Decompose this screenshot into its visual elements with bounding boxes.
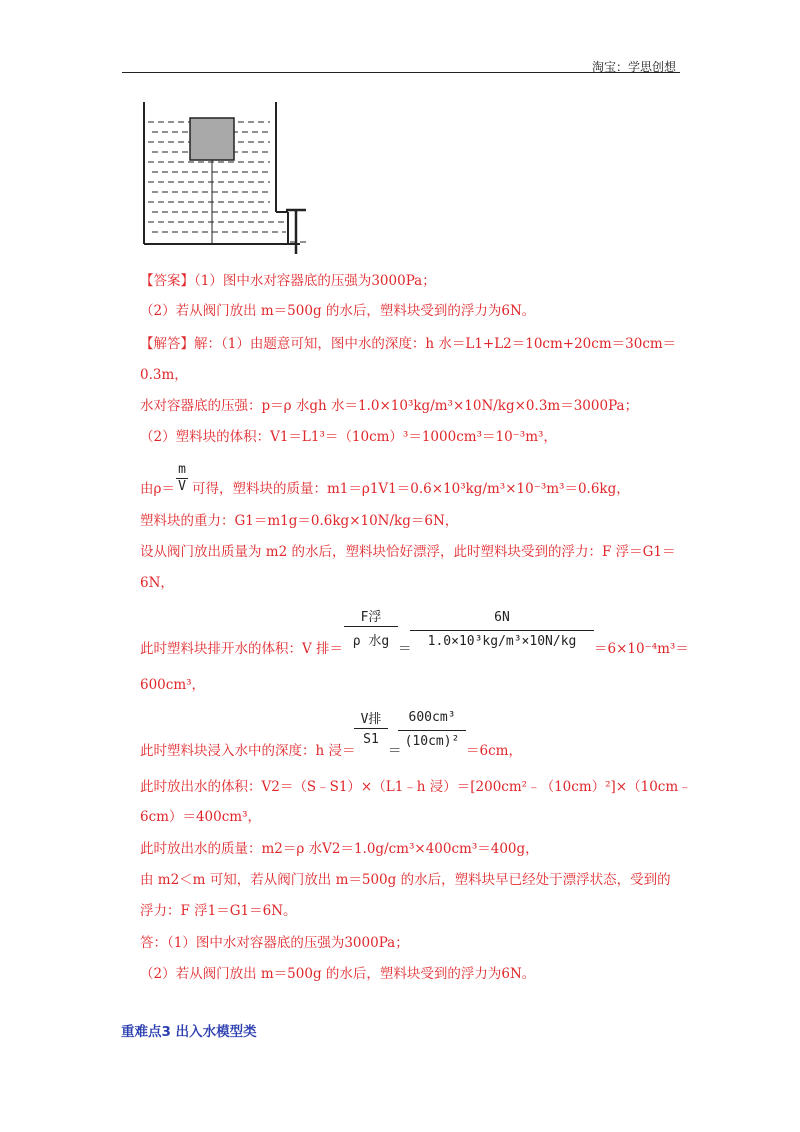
fraction-numerator: F浮 [360,610,382,625]
solution-line-4-suffix: 可得，塑料块的质量：m1＝ρ1V1＝0.6×10³kg/m³×10⁻³m³＝0.6kg， [192,481,630,497]
solution-line-9: 此时放出水的体积：V2＝（S﹣S1）×（L1﹣h 浸）＝[200cm²﹣（10cm）²]×（10cm﹣ [140,779,692,795]
fraction-bar [410,630,594,631]
solution-line-8-suffix: ＝6cm， [466,743,522,759]
fraction-bar [354,728,388,729]
fraction-bar [398,730,466,731]
solution-line-1b: 0.3m， [140,367,188,383]
answer-title: 【答案】（1）图中水对容器底的压强为3000Pa； [140,273,436,289]
solution-line-6b: 6N， [140,575,174,591]
solution-line-8-prefix: 此时塑料块浸入水中的深度：h 浸＝ [140,743,356,759]
solution-line-7-suffix: ＝6×10⁻⁴m³＝ [594,641,689,657]
solution-line-6: 设从阀门放出质量为 m2 的水后，塑料块恰好漂浮，此时塑料块受到的浮力：F 浮＝G1＝ [140,544,676,560]
equals-sign: ＝ [388,743,402,759]
solution-line-11b: 浮力：F 浮1＝G1＝6N。 [140,903,297,919]
section-title: 重难点3 出入水模型类 [121,1024,257,1040]
solution-line-10: 此时放出水的质量：m2＝ρ 水V2＝1.0g/cm³×400cm³＝400g， [140,841,539,857]
fraction-denominator: (10cm)² [404,734,460,749]
fraction-numerator: V排 [360,712,382,727]
solution-line-2: 水对容器底的压强：p＝ρ 水gh 水＝1.0×10³kg/m³×10N/kg×0.3m＝3000Pa； [140,398,639,414]
header-rule [122,72,680,73]
answer-line-2: （2）若从阀门放出 m＝500g 的水后，塑料块受到的浮力为6N。 [140,303,536,319]
solution-line-4-prefix: 由ρ＝ [140,481,175,497]
solution-line-7b: 600cm³， [140,677,206,693]
container-diagram [140,96,310,256]
solution-line-1: 【解答】解：（1）由题意可知，图中水的深度：h 水＝L1+L2＝10cm+20cm＝30cm＝ [140,336,677,352]
fraction-numerator: 6N [494,610,510,625]
fraction-numerator: 600cm³ [408,710,456,725]
fraction-numerator: m [178,462,186,477]
fraction-denominator: 1.0×10³kg/m³×10N/kg [427,634,577,649]
equals-sign: ＝ [398,641,412,657]
solution-line-5: 塑料块的重力：G1＝m1g＝0.6kg×10N/kg＝6N， [140,513,459,529]
header-text: 淘宝：学思创想 [592,60,677,74]
solution-line-7-prefix: 此时塑料块排开水的体积：V 排＝ [140,641,344,657]
fraction-denominator: V [178,479,186,494]
fraction-bar [344,626,398,627]
solution-line-11: 由 m2＜m 可知，若从阀门放出 m＝500g 的水后，塑料块早已经处于漂浮状态，受到的 [140,872,671,888]
final-answer-1: 答：（1）图中水对容器底的压强为3000Pa； [140,935,409,951]
final-answer-2: （2）若从阀门放出 m＝500g 的水后，塑料块受到的浮力为6N。 [140,966,536,982]
fraction-denominator: S1 [363,732,379,747]
fraction-denominator: ρ 水g [352,634,390,649]
solution-line-3: （2）塑料块的体积：V1＝L1³＝（10cm）³＝1000cm³＝10⁻³m³， [140,429,557,445]
solution-line-9b: 6cm）＝400cm³， [140,809,261,825]
